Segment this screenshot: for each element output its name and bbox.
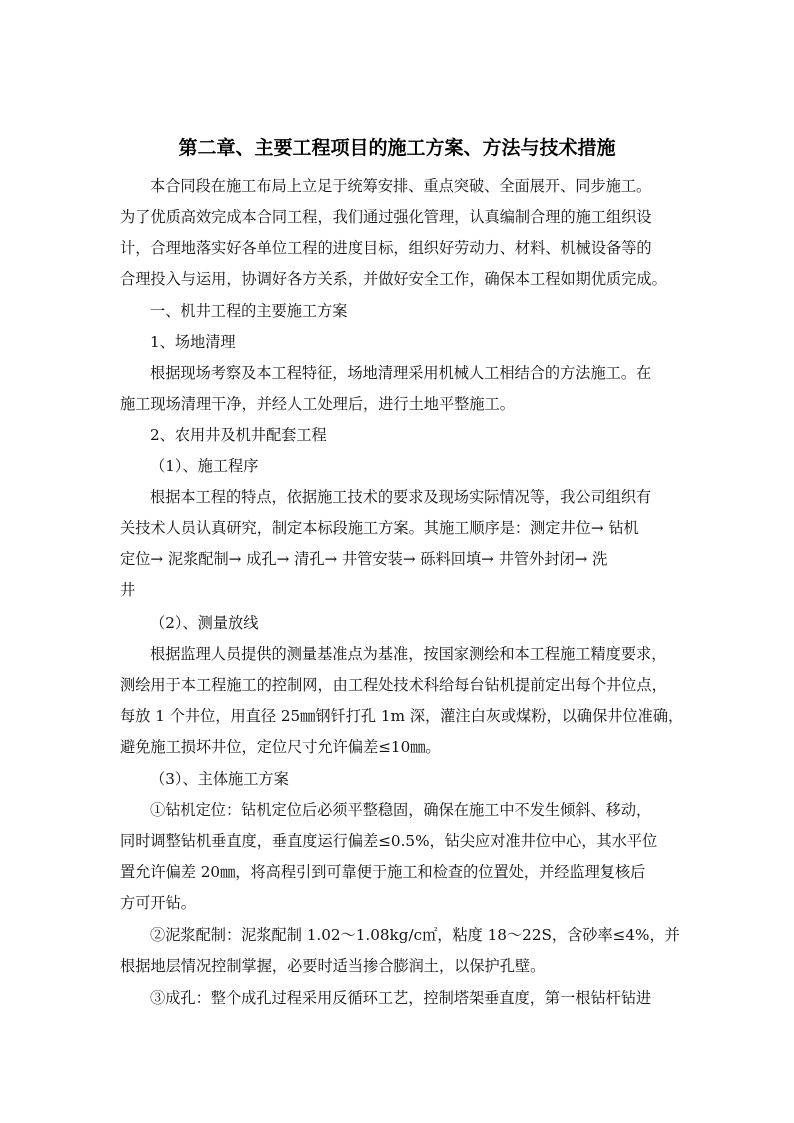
- paragraph-line: 每放 1 个井位，用直径 25㎜钢钎打孔 1m 深，灌注白灰或煤粉，以确保井位准确，: [120, 707, 684, 725]
- item-heading: （3）、主体施工方案: [150, 770, 289, 788]
- paragraph-line: 合理投入与运用，协调好各方关系，并做好安全工作，确保本工程如期优质完成。: [120, 270, 667, 288]
- paragraph-line: 计，合理地落实好各单位工程的进度目标，组织好劳动力、材料、机械设备等的: [120, 239, 652, 257]
- paragraph-line: 测绘用于本工程施工的控制网，由工程处技术科给每台钻机提前定出每个井位点，: [120, 676, 667, 694]
- paragraph-line: ②泥浆配制：泥浆配制 1.02～1.08kg/c㎡，粘度 18～22S，含砂率≤4%，并: [150, 926, 680, 944]
- paragraph-line: ③成孔：整个成孔过程采用反循环工艺，控制塔架垂直度，第一根钻杆钻进: [150, 989, 652, 1007]
- paragraph-line: 本合同段在施工布局上立足于统筹安排、重点突破、全面展开、同步施工。: [150, 177, 652, 195]
- paragraph-line: 置允许偏差 20㎜，将高程引到可靠便于施工和检查的位置处，并经监理复核后: [120, 863, 646, 881]
- subsection-heading: 1、场地清理: [150, 333, 236, 351]
- item-heading: （2）、测量放线: [150, 614, 259, 632]
- paragraph-line: 为了优质高效完成本合同工程，我们通过强化管理，认真编制合理的施工组织设: [120, 208, 652, 226]
- document-title: 第二章、主要工程项目的施工方案、方法与技术措施: [178, 137, 616, 159]
- item-heading: （1）、施工程序: [150, 457, 259, 475]
- paragraph-line: 关技术人员认真研究，制定本标段施工方案。其施工顺序是：测定井位→ 钻机: [120, 519, 639, 537]
- paragraph-line: 根据本工程的特点，依据施工技术的要求及现场实际情况等，我公司组织有: [150, 488, 652, 506]
- paragraph-line: 施工现场清理干净，并经人工处理后，进行土地平整施工。: [120, 395, 515, 413]
- paragraph-line: 方可开钻。: [120, 894, 196, 912]
- paragraph-line: 井: [120, 581, 136, 599]
- paragraph-line: 避免施工损坏井位，定位尺寸允许偏差≤10㎜。: [120, 738, 441, 756]
- paragraph-line: 定位→ 泥浆配制→ 成孔→ 清孔→ 井管安装→ 砾料回填→ 井管外封闭→ 洗: [120, 550, 608, 568]
- paragraph-line: 同时调整钻机垂直度，垂直度运行偏差≤0.5%，钻尖应对准井位中心，其水平位: [120, 832, 658, 850]
- paragraph-line: 根据现场考察及本工程特征，场地清理采用机械人工相结合的方法施工。在: [150, 364, 652, 382]
- paragraph-line: ①钻机定位：钻机定位后必须平整稳固，确保在施工中不发生倾斜、移动，: [150, 801, 652, 819]
- paragraph-line: 根据监理人员提供的测量基准点为基准，按国家测绘和本工程施工精度要求，: [150, 645, 667, 663]
- paragraph-line: 根据地层情况控制掌握，必要时适当掺合膨润土，以保护孔壁。: [120, 957, 546, 975]
- section-heading: 一、机井工程的主要施工方案: [150, 302, 348, 320]
- subsection-heading: 2、农用井及机井配套工程: [150, 426, 327, 444]
